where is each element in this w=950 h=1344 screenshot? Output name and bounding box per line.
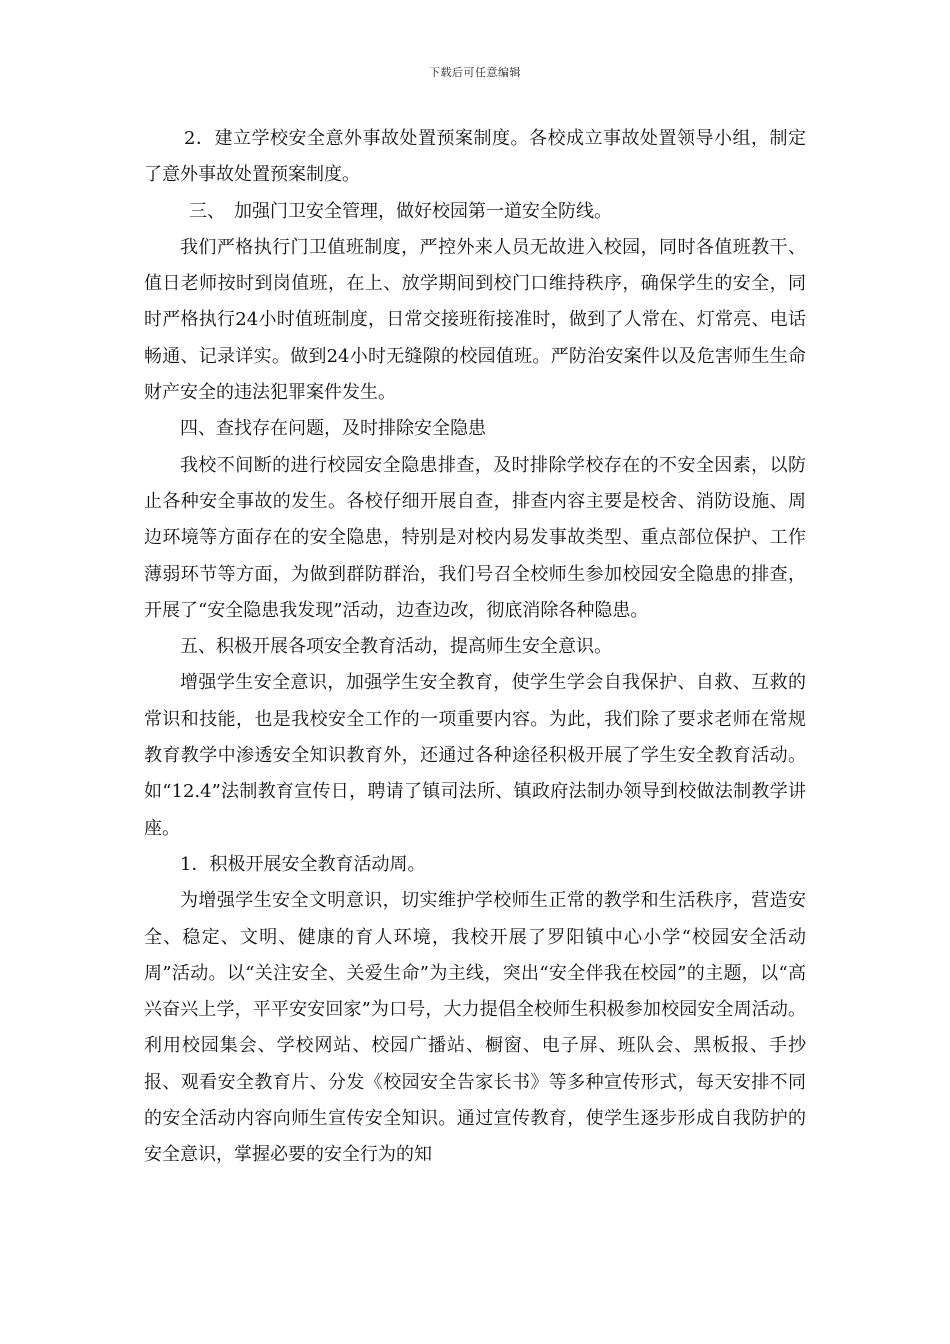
document-body [144,121,806,1174]
page-header: 下载后可任意编辑 [429,66,521,79]
section-heading-gate-security: 三、 加强门卫安全管理，做好校园第一道安全防线。 [189,200,612,222]
paragraph-accident-plan: 2．建立学校安全意外事故处置预案制度。各校成立事故处置领导小组，制定了意外事故处置预案制度。 [144,128,806,186]
paragraph-hazard-check: 我校不间断的进行校园安全隐患排查，及时排除学校存在的不安全因素，以防止各种安全事故的发生。各校仔细开展自查，排查内容主要是校舍、消防设施、周边环境等方面存在的安全隐患，特别是对校内易发事故类型、重点部位保护、工作薄弱环节等方面，为做到群防群治，我们号召全校师生参加校园安全隐患的排查，开展了“安全隐患我发现”活动，边查边改，彻底消除各种隐患。 [144,454,806,621]
paragraph-safety-education: 增强学生安全意识，加强学生安全教育，使学生学会自我保护、自救、互救的常识和技能，也是我校安全工作的一项重要内容。为此，我们除了要求老师在常规教育教学中渗透安全知识教育外，还通过各种途径积极开展了学生安全教育活动。如“12.4”法制教育宣传日，聘请了镇司法所、镇政府法制办领导到校做法制教学讲座。 [144,672,806,839]
paragraph-safety-week: 为增强学生安全文明意识，切实维护学校师生正常的教学和生活秩序，营造安全、稳定、文明、健康的育人环境，我校开展了罗阳镇中心小学“校园安全活动周”活动。以“关注安全、关爱生命”为主线，突出“安全伴我在校园”的主题，以“高兴奋兴上学，平平安安回家”为口号，大力提倡全校师生积极参加校园安全周活动。利用校园集会、学校网站、校园广播站、橱窗、电子屏、班队会、黑板报、手抄报、观看安全教育片、分发《校园安全告家长书》等多种宣传形式，每天安排不同的安全活动内容向师生宣传安全知识。通过宣传教育，使学生逐步形成自我防护的安全意识，掌握必要的安全行为的知 [144,890,806,1166]
section-heading-hazard-check: 四、查找存在问题，及时排除安全隐患 [180,418,486,440]
section-heading-safety-education: 五、积极开展各项安全教育活动，提高师生安全意识。 [180,636,612,658]
subheading-safety-week: 1．积极开展安全教育活动周。 [180,853,426,875]
paragraph-gate-duty: 我们严格执行门卫值班制度，严控外来人员无故进入校园，同时各值班教干、值日老师按时到岗值班，在上、放学期间到校门口维持秩序，确保学生的安全，同时严格执行24小时值班制度，日常交接班衔接准时，做到了人常在、灯常亮、电话畅通、记录详实。做到24小时无缝隙的校园值班。严防治安案件以及危害师生生命财产安全的违法犯罪案件发生。 [144,236,806,404]
